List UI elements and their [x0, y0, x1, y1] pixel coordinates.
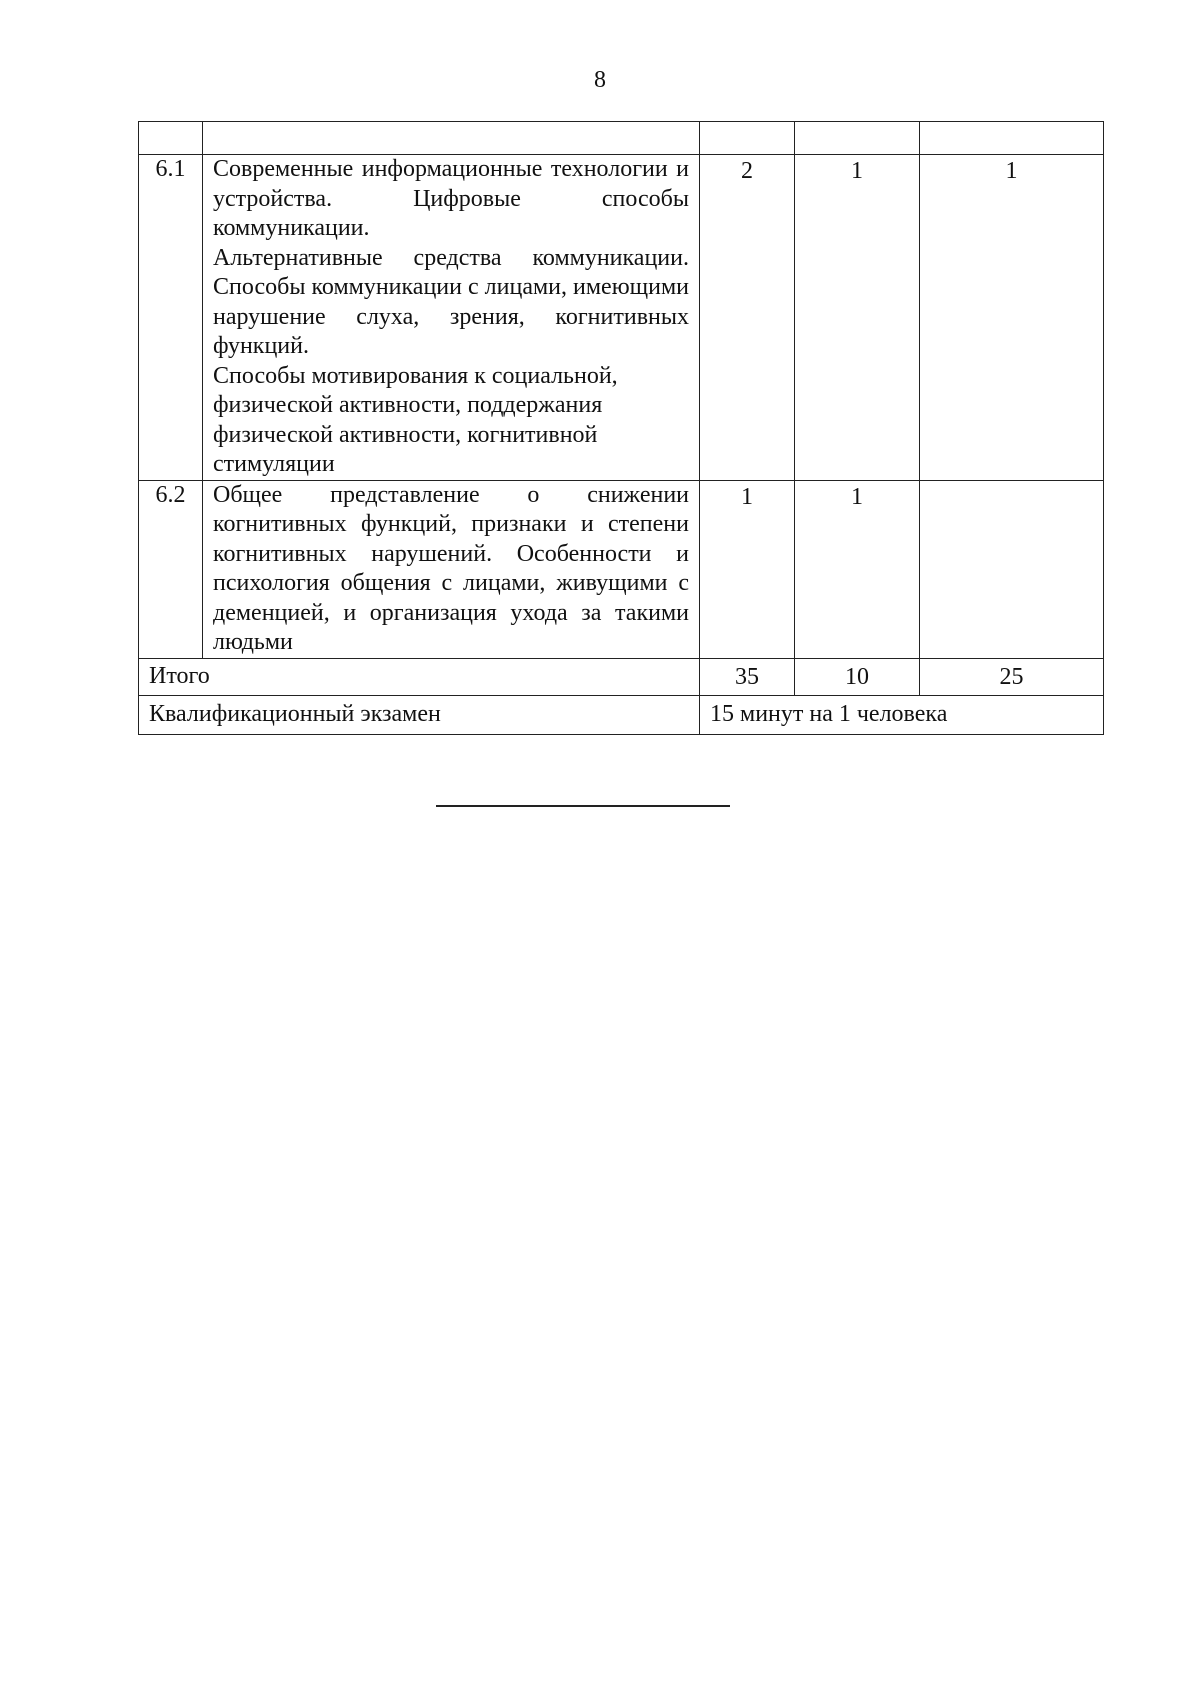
total-label: Итого	[139, 658, 700, 695]
exam-row	[139, 695, 1104, 734]
total-hours: 35	[700, 658, 795, 695]
table-header-continuation-row	[139, 122, 1104, 155]
exam-label: Квалификационный экзамен	[139, 695, 700, 734]
table-cell	[920, 122, 1104, 155]
table-row	[139, 480, 1104, 658]
table-cell	[139, 122, 203, 155]
total-theory-hours: 10	[795, 658, 920, 695]
row-number: 6.1	[139, 155, 203, 481]
table-cell	[700, 122, 795, 155]
page-number: 8	[594, 67, 606, 93]
table-row	[139, 155, 1104, 481]
total-row	[139, 658, 1104, 695]
row-topic	[203, 155, 700, 481]
row-practice-hours	[920, 480, 1104, 658]
table-cell	[203, 122, 700, 155]
row-total-hours: 1	[700, 480, 795, 658]
end-separator-line	[436, 805, 730, 807]
topic-paragraph: Современные информационные технологии и устройства. Цифровые способы коммуникации.	[213, 156, 689, 241]
exam-duration: 15 минут на 1 человека	[700, 695, 1104, 734]
topic-paragraph: Альтернативные средства коммуникации. Способы коммуникации с лицами, имеющими нарушение слуха, зрения, когнитивных функций.	[213, 244, 689, 359]
row-total-hours: 2	[700, 155, 795, 481]
curriculum-table	[138, 121, 1104, 735]
table-cell	[795, 122, 920, 155]
row-topic	[203, 480, 700, 658]
row-practice-hours: 1	[920, 155, 1104, 481]
row-theory-hours: 1	[795, 155, 920, 481]
topic-paragraph: Способы мотивирования к социальной, физической активности, поддержания физической активности, когнитивной стимуляции	[213, 362, 618, 477]
row-theory-hours: 1	[795, 480, 920, 658]
total-practice-hours: 25	[920, 658, 1104, 695]
row-number: 6.2	[139, 480, 203, 658]
topic-paragraph: Общее представление о снижении когнитивных функций, признаки и степени когнитивных нарушений. Особенности и психология общения с лицами, живущими с деменцией, и организация ухода за такими людьми	[213, 481, 689, 655]
